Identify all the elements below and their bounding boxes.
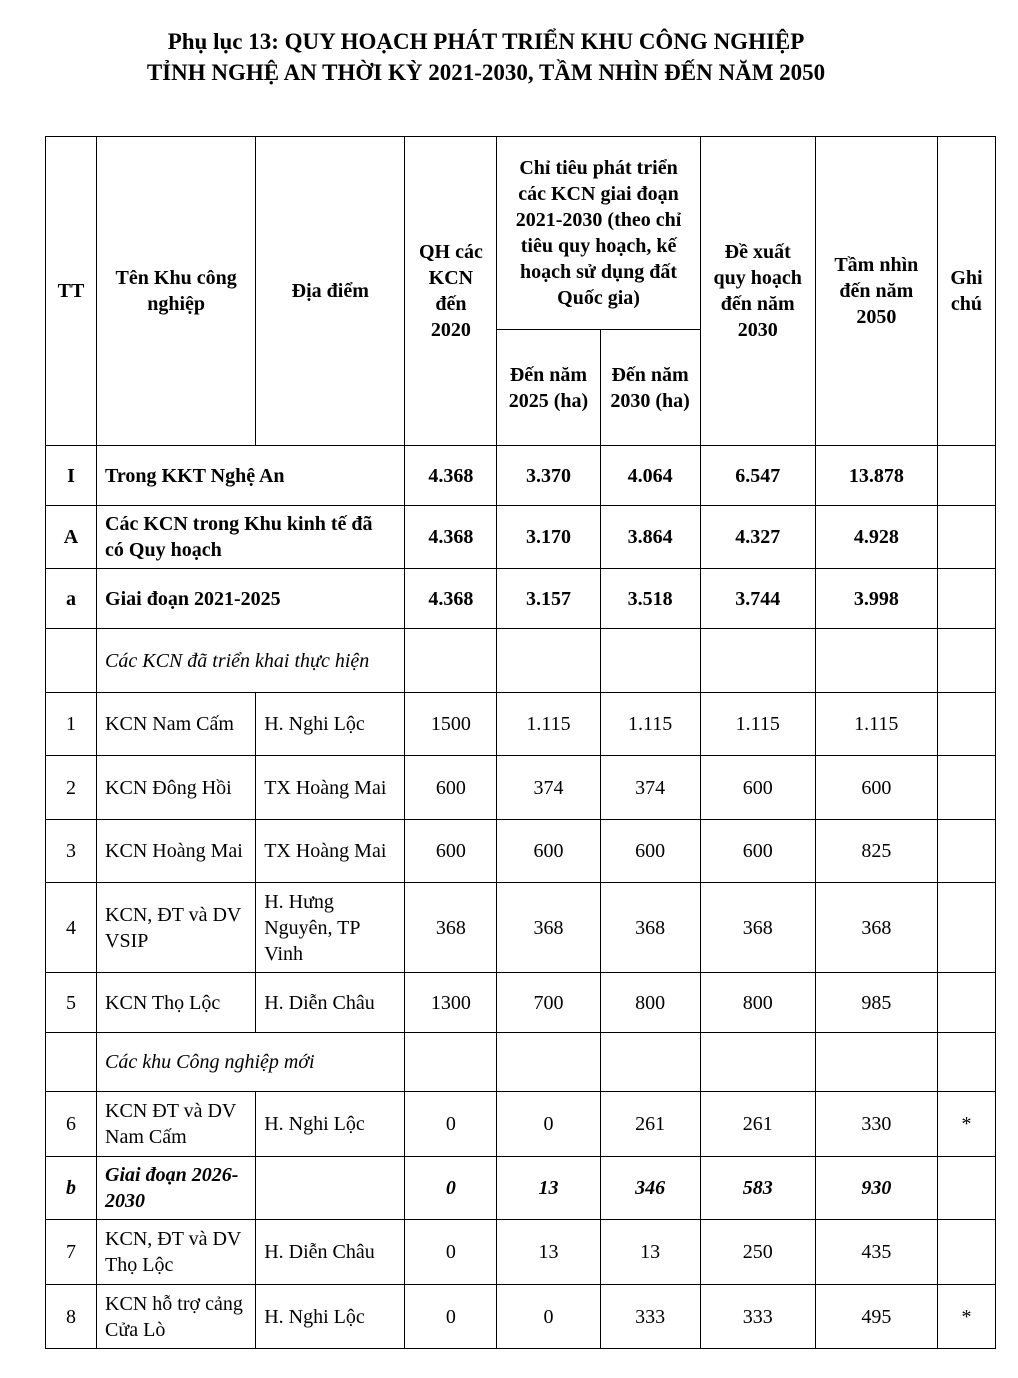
section-row-A: A Các KCN trong Khu kinh tế đã có Quy hoạch 4.368 3.170 3.864 4.327 4.928 [46,506,996,569]
section-row-a: a Giai đoạn 2021-2025 4.368 3.157 3.518 3.744 3.998 [46,569,996,629]
table-row: 7 KCN, ĐT và DV Thọ Lộc H. Diễn Châu 0 13 13 250 435 [46,1220,996,1285]
header-target-group: Chỉ tiêu phát triển các KCN giai đoạn 2021-2030 (theo chỉ tiêu quy hoạch, kế hoạch sử dụng đất Quốc gia) [497,137,700,330]
table-row: 3 KCN Hoàng Mai TX Hoàng Mai 600 600 600 600 825 [46,820,996,883]
table-row: 6 KCN ĐT và DV Nam Cấm H. Nghi Lộc 0 0 261 261 330 * [46,1092,996,1157]
table-row: 8 KCN hỗ trợ cảng Cửa Lò H. Nghi Lộc 0 0 333 333 495 * [46,1285,996,1349]
table-row: 5 KCN Thọ Lộc H. Diễn Châu 1300 700 800 800 985 [46,973,996,1033]
header-name: Tên Khu công nghiệp [97,137,256,446]
table-row: 4 KCN, ĐT và DV VSIP H. Hưng Nguyên, TP Vinh 368 368 368 368 368 [46,883,996,973]
page-title [0,26,972,88]
header-row [46,137,996,330]
header-vision: Tầm nhìn đến năm 2050 [815,137,937,446]
header-note: Ghi chú [937,137,995,446]
table-row: 1 KCN Nam Cấm H. Nghi Lộc 1500 1.115 1.115 1.115 1.115 [46,693,996,756]
group-row-existing: Các KCN đã triển khai thực hiện [46,629,996,693]
group-row-new: Các khu Công nghiệp mới [46,1033,996,1092]
header-tt: TT [46,137,97,446]
title-line-2: TỈNH NGHỆ AN THỜI KỲ 2021-2030, TẦM NHÌN ĐẾN NĂM 2050 [146,60,826,85]
header-qh: QH các KCN đến 2020 [405,137,497,446]
header-location: Địa điểm [256,137,405,446]
table-row: 2 KCN Đông Hồi TX Hoàng Mai 600 374 374 600 600 [46,756,996,820]
header-2030: Đến năm 2030 (ha) [600,330,700,446]
header-proposal: Đề xuất quy hoạch đến năm 2030 [700,137,815,446]
section-row-I: I Trong KKT Nghệ An 4.368 3.370 4.064 6.547 13.878 [46,446,996,506]
section-row-b: b Giai đoạn 2026-2030 0 13 346 583 930 [46,1157,996,1220]
title-line-1: Phụ lục 13: QUY HOẠCH PHÁT TRIỂN KHU CÔNG NGHIỆP [167,29,805,54]
industrial-zone-table [45,136,996,1349]
header-2025: Đến năm 2025 (ha) [497,330,600,446]
